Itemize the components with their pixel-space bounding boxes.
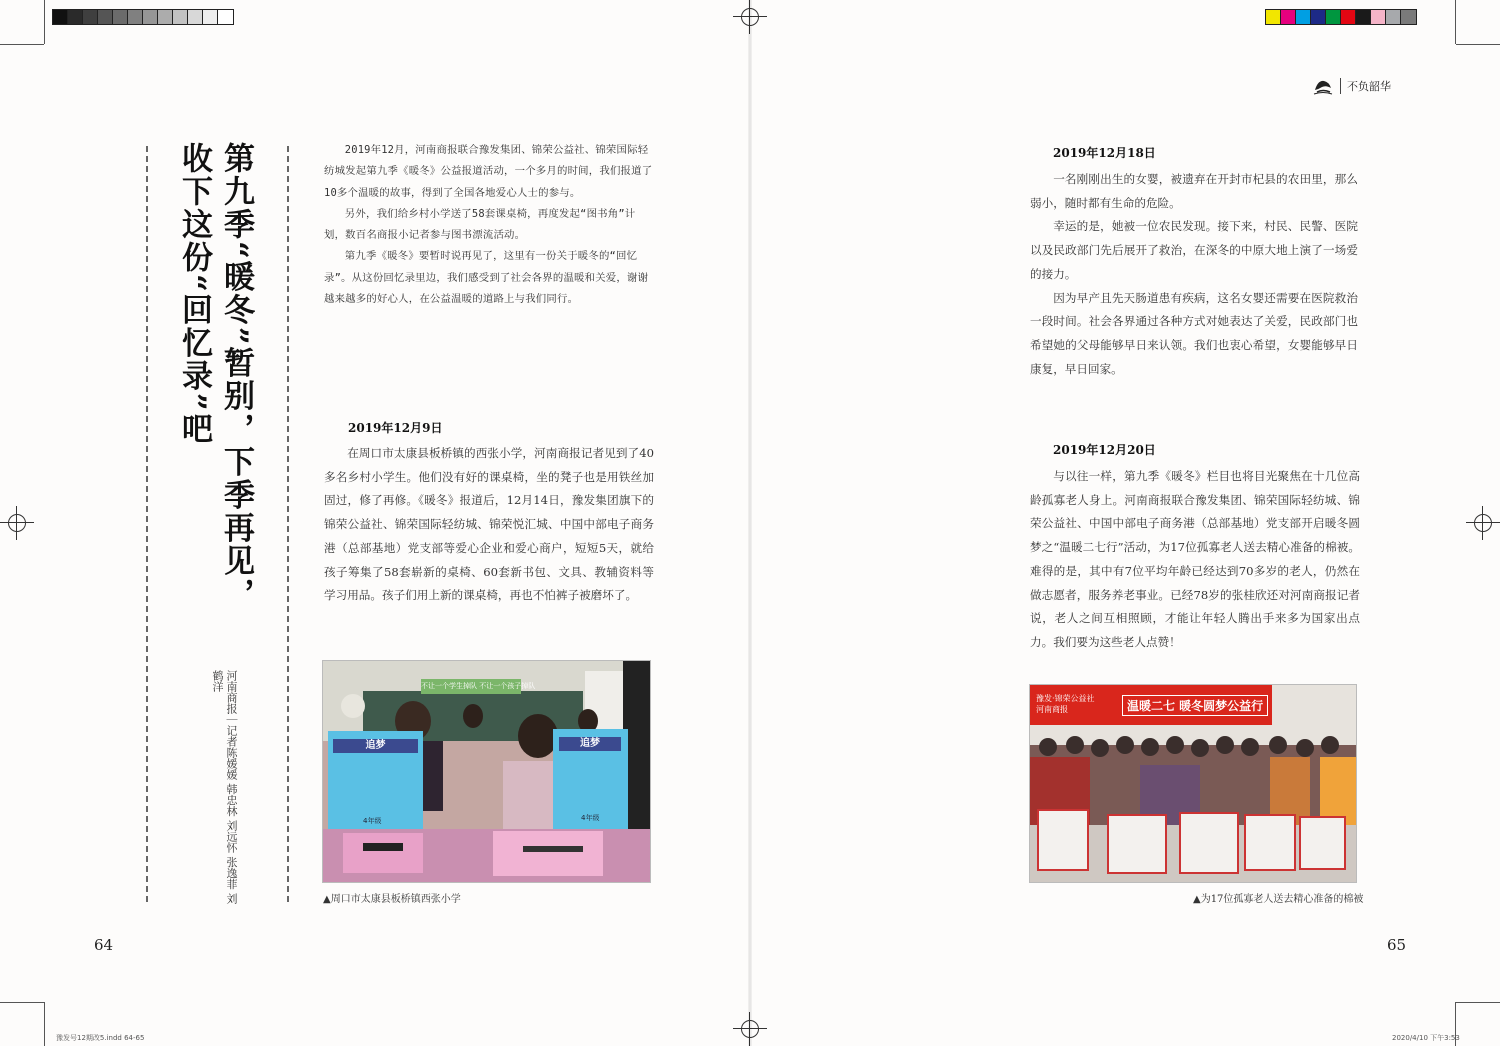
registration-mark-icon xyxy=(0,506,34,540)
section-paragraph: 因为早产且先天肠道患有疾病，这名女婴还需要在医院救治一段时间。社会各界通过各种方式对她表达了关爱，民政部门也希望她的父母能够早日来认领。我们也衷心希望，女婴能够早日康复，早日回家。 xyxy=(1030,290,1358,376)
byline: 河南商报｜记者陈媛媛 韩忠林 刘远怀 张逸菲 刘鹤洋 xyxy=(211,670,238,904)
color-swatch xyxy=(188,10,203,24)
slug-filename: 豫发号12期改5.indd 64-65 xyxy=(56,1034,145,1042)
color-swatch xyxy=(158,10,173,24)
crop-mark xyxy=(1455,0,1456,44)
page-number-right: 65 xyxy=(1387,936,1407,954)
color-swatch xyxy=(1341,10,1356,24)
color-swatch xyxy=(53,10,68,24)
intro-paragraph: 第九季《暖冬》要暂时说再见了，这里有一份关于暖冬的“回忆录”。从这份回忆录里边，我们感受到了社会各界的温暖和关爱，谢谢越来越多的好心人，在公益温暖的道路上与我们同行。 xyxy=(324,250,649,306)
section-date: 2019年12月9日 xyxy=(348,421,443,435)
article-title-line-2: 收下这份“回忆录”吧 xyxy=(176,142,212,446)
book-title-left: 追梦 xyxy=(365,740,386,751)
book-grade-left: 4年级 xyxy=(363,817,382,825)
title-rule-left xyxy=(146,146,148,902)
color-swatch xyxy=(68,10,83,24)
classroom-photo xyxy=(322,660,651,883)
header-separator xyxy=(1340,78,1341,94)
banner-organizer xyxy=(1036,693,1095,715)
intro-paragraph: 2019年12月，河南商报联合豫发集团、锦荣公益社、锦荣国际轻纺城发起第九季《暖冬》公益报道活动，一个多月的时间，我们报道了10多个温暖的故事，得到了全国各地爱心人士的参与。 xyxy=(324,144,653,199)
crop-mark xyxy=(1456,1002,1500,1003)
color-swatch xyxy=(113,10,128,24)
color-swatch xyxy=(1401,10,1416,24)
book-grade-right: 4年级 xyxy=(581,814,600,822)
section-body xyxy=(1030,168,1358,381)
banner-title: 温暖二七 暖冬圆梦公益行 xyxy=(1122,695,1268,716)
page-number-left: 64 xyxy=(94,936,114,954)
section-date: 2019年12月18日 xyxy=(1053,146,1156,160)
photo-caption: ▲周口市太康县板桥镇西张小学 xyxy=(323,894,461,905)
banner-organizer-line: 河南商报 xyxy=(1036,705,1068,714)
elderly-group-photo xyxy=(1029,684,1357,883)
color-swatch xyxy=(143,10,158,24)
color-swatch xyxy=(128,10,143,24)
crop-mark xyxy=(44,0,45,44)
color-swatch xyxy=(1281,10,1296,24)
page-spine xyxy=(748,0,752,1046)
slug-timestamp: 2020/4/10 下午3:53 xyxy=(1392,1034,1460,1042)
crop-mark xyxy=(44,1002,45,1046)
color-calibration-strip xyxy=(1265,9,1417,25)
intro-paragraph: 另外，我们给乡村小学送了58套课桌椅，再度发起“图书角”计划，数百名商报小记者参与图书漂流活动。 xyxy=(324,207,636,242)
section-body xyxy=(324,442,654,608)
color-swatch xyxy=(1386,10,1401,24)
color-swatch xyxy=(1371,10,1386,24)
book-title-right: 追梦 xyxy=(580,738,600,749)
column-logo-icon xyxy=(1312,76,1334,96)
color-swatch xyxy=(218,10,233,24)
grayscale-calibration-strip xyxy=(52,9,234,25)
color-swatch xyxy=(1266,10,1281,24)
section-paragraph: 在周口市太康县板桥镇的西张小学，河南商报记者见到了40多名乡村小学生。他们没有好的课桌椅，坐的凳子也是用铁丝加固过，修了再修。《暖冬》报道后，12月14日，豫发集团旗下的锦荣公益社、锦荣国际轻纺城、锦荣悦汇城、中国中部电子商务港（总部基地）党支部等爱心企业和爱心商户，短短5天，就给孩子筹集了58套崭新的桌椅、60套新书包、文具、教辅资料等学习用品。孩子们用上新的课桌椅，再也不怕裤子被磨坏了。 xyxy=(324,446,654,603)
section-date: 2019年12月20日 xyxy=(1053,443,1156,457)
registration-mark-icon xyxy=(1466,506,1500,540)
color-swatch xyxy=(83,10,98,24)
crop-mark xyxy=(0,1002,44,1003)
crop-mark xyxy=(0,44,44,45)
color-swatch xyxy=(98,10,113,24)
color-swatch xyxy=(1311,10,1326,24)
section-paragraph: 幸运的是，她被一位农民发现。接下来，村民、民警、医院以及民政部门先后展开了救治，在深冬的中原大地上演了一场爱的接力。 xyxy=(1030,219,1358,281)
color-swatch xyxy=(1356,10,1371,24)
column-header xyxy=(1312,76,1391,96)
classroom-banner: 不让一个学生掉队 不让一个孩子掉队 xyxy=(421,682,536,690)
color-swatch xyxy=(1296,10,1311,24)
article-title-line-1: 第九季“暖冬”暂别，下季再见， xyxy=(218,142,254,611)
section-paragraph: 一名刚刚出生的女婴，被遗弃在开封市杞县的农田里，那么弱小，随时都有生命的危险。 xyxy=(1030,172,1358,210)
color-swatch xyxy=(1326,10,1341,24)
section-paragraph: 与以往一样，第九季《暖冬》栏目也将目光聚焦在十几位高龄孤寡老人身上。河南商报联合豫发集团、锦荣国际轻纺城、锦荣公益社、中国中部电子商务港（总部基地）党支部开启暖冬圆梦之“温暖二七行”活动，为17位孤寡老人送去精心准备的棉被。难得的是，其中有7位平均年龄已经达到70多岁的老人，仍然在做志愿者，服务养老事业。已经78岁的张桂欣还对河南商报记者说，老人之间互相照顾，才能让年轻人腾出手来多为国家出点力。我们要为这些老人点赞！ xyxy=(1030,469,1360,649)
color-swatch xyxy=(203,10,218,24)
title-rule-right xyxy=(287,146,289,902)
column-name: 不负韶华 xyxy=(1347,80,1391,93)
color-swatch xyxy=(173,10,188,24)
section-body xyxy=(1030,465,1360,655)
photo-caption: ▲为17位孤寡老人送去精心准备的棉被 xyxy=(1193,894,1364,905)
article-intro xyxy=(324,140,654,310)
banner-organizer-line: 豫发·锦荣公益社 xyxy=(1036,694,1095,703)
crop-mark xyxy=(1456,44,1500,45)
